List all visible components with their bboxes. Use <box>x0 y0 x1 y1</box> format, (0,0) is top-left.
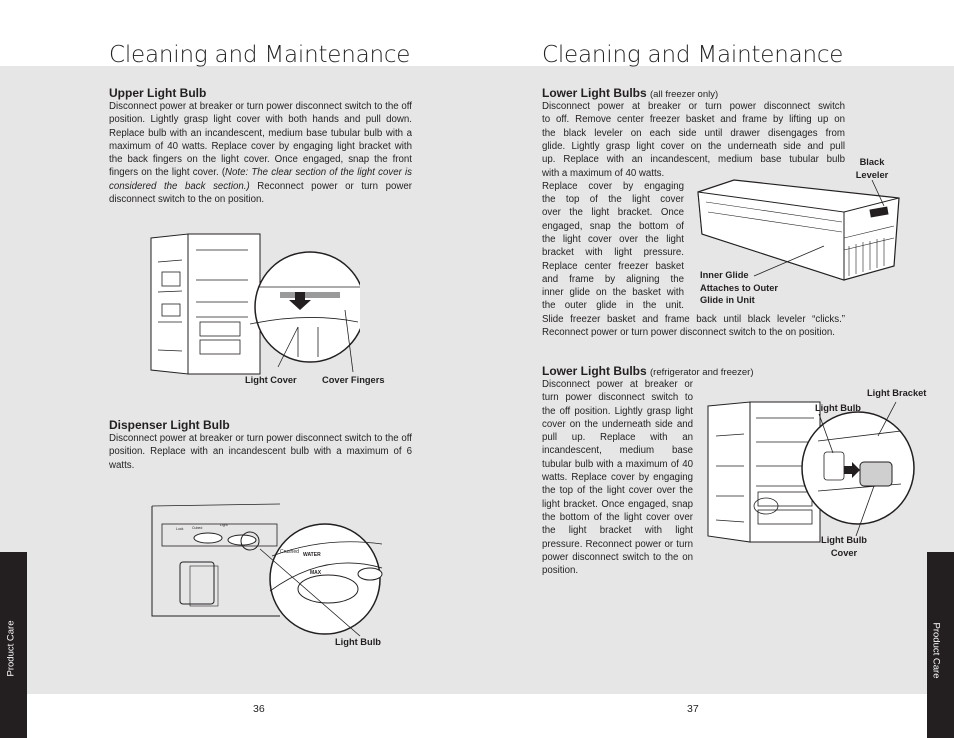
dispenser-light-figure <box>150 496 390 638</box>
paragraph-freezer-narrow: with a maximum of 40 watts. Replace cover by engaging the top of the light cover over the light bracket. Once engaged, snap the bottom of the light cover over the light bracket with light pressure. Replace center freezer basket and frame by aligning the inner glide on the basket with the outer glide in the unit. <box>542 167 684 312</box>
page-title-right: Cleaning and Maintenance <box>542 42 844 68</box>
page-number-left: 36 <box>253 703 265 715</box>
panel-text-cubed: Cubed <box>192 526 203 530</box>
paragraph-refrigerator: Disconnect power at breaker or turn power disconnect switch to the off position. Lightly grasp light cover on the underneath side and pull up. Replace with an incandescent, medium base tubular bulb with a maximum of 40 watts. Replace cover by engaging the top of the light cover over the light bracket. Once engaged, snap the bottom of the light cover over the light bracket with light pressure. Reconnect power or turn power disconnect switch to the on position. <box>542 379 693 577</box>
page-title-left: Cleaning and Maintenance <box>109 42 411 68</box>
page-number-right: 37 <box>687 703 699 715</box>
panel-text-crushed: Crushed <box>280 549 299 555</box>
panel-text-water: WATER <box>303 552 321 558</box>
label-dispenser-light-bulb: Light Bulb <box>335 637 381 647</box>
paragraph-freezer-tail: Slide freezer basket and frame back until black leveler “clicks.” Reconnect power or turn power disconnect switch to the on position. <box>542 313 845 339</box>
label-black-leveler: Black Leveler <box>855 157 889 180</box>
paragraph-upper-light-bulb: Disconnect power at breaker or turn power disconnect switch to the off position. Lightly grasp light cover with both hands and pull down. Replace bulb with an incandescent, medium base tubular bulb with a maximum of 40 watts. Replace cover by engaging light bracket with the back fingers on the light cover. Once engaged, snap the front fingers on the light cover. (Note: The clear section of the light cover is considered the back section.) Reconnect power or turn power disconnect switch to the on position. <box>109 101 412 206</box>
heading-dispenser-light-bulb: Dispenser Light Bulb <box>109 418 230 432</box>
panel-text-lock: Lock <box>176 527 184 531</box>
label-light-cover: Light Cover <box>245 375 297 385</box>
paragraph-dispenser-light-bulb: Disconnect power at breaker or turn power disconnect switch to the off position. Replace with an incandescent bulb with a maximum of 6 watts. <box>109 433 412 471</box>
label-cover-fingers: Cover Fingers <box>322 375 385 385</box>
heading-upper-light-bulb: Upper Light Bulb <box>109 86 207 100</box>
upper-light-figure <box>148 232 360 382</box>
panel-text-light: Light <box>220 523 228 527</box>
heading-lower-light-bulbs-freezer: Lower Light Bulbs (all freezer only) <box>542 86 719 100</box>
panel-text-max: MAX <box>310 570 322 576</box>
label-light-bulb-right: Light Bulb <box>815 403 861 413</box>
freezer-basket-figure <box>694 176 906 284</box>
paragraph-freezer-top: Disconnect power at breaker or turn power disconnect switch to off. Remove center freezer basket and frame by lifting up on the black leveler on each side until drawer disengages from glide. Lightly grasp light cover on the underneath side and pull up. Replace with an incandescent, medium base tubular bulb <box>542 101 845 166</box>
heading-lower-light-bulbs-refrigerator: Lower Light Bulbs (refrigerator and freezer) <box>542 364 754 378</box>
side-tab-left-text: Product Care <box>5 620 17 677</box>
label-light-bulb-cover: Light Bulb Cover <box>821 535 867 558</box>
side-tab-right-text: Product Care <box>930 622 942 679</box>
label-light-bracket: Light Bracket <box>867 388 927 398</box>
lower-light-figure <box>706 396 916 548</box>
label-inner-glide: Inner Glide Attaches to Outer Glide in Unit <box>700 270 779 305</box>
